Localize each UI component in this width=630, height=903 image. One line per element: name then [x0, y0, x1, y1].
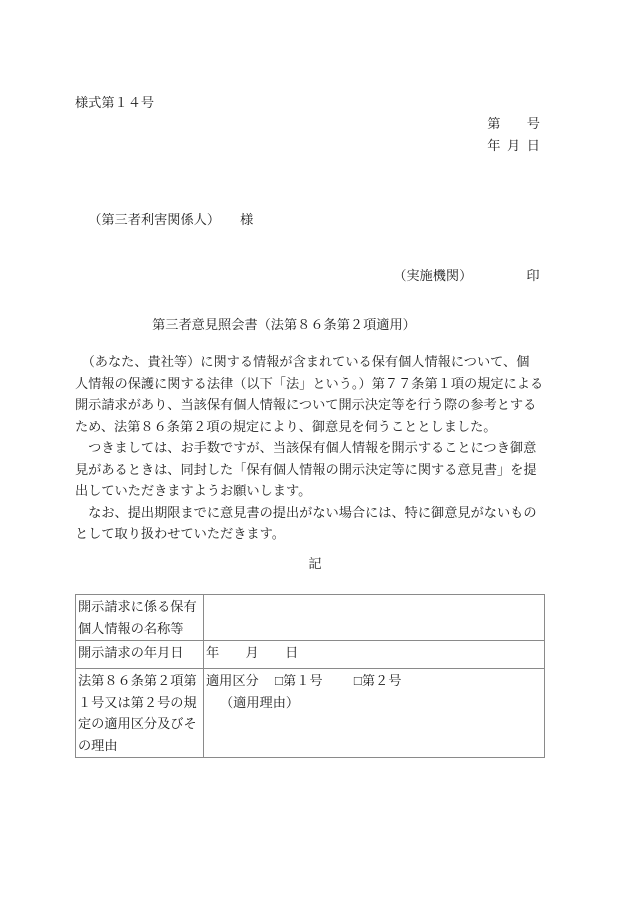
document-title: 第三者意見照会書（法第８６条第２項適用）: [152, 317, 416, 332]
table-row: [76, 641, 545, 669]
body-line: として取り扱わせていただきます。: [75, 526, 285, 541]
checkbox-icon: □: [275, 673, 284, 688]
checkbox-item-no1[interactable]: [275, 673, 323, 688]
table-label-application-category: 法第８６条第２項第１号又は第２号の規定の適用区分及びその理由: [76, 669, 204, 758]
application-reason-label: （適用理由）: [220, 694, 300, 710]
section-marker-ki: 記: [308, 556, 322, 571]
table-value-request-date[interactable]: 年 月 日: [204, 641, 545, 669]
checkbox-no2-label: 第２号: [361, 673, 402, 688]
checkbox-no1-label: 第１号: [283, 673, 323, 688]
application-category-line: [206, 670, 542, 692]
body-line: 人情報の保護に関する法律（以下「法」という。）第７７条第１項の規定による: [75, 375, 544, 391]
body-line: ため、法第８６条第２項の規定により、御意見を伺うこととしました。: [75, 418, 497, 434]
body-line: 開示請求があり、当該保有個人情報について開示決定等を行う際の参考とする: [75, 397, 537, 412]
application-category-label: 適用区分: [206, 673, 259, 688]
seal-mark: 印: [526, 268, 540, 284]
table-value-holdings-name-blank[interactable]: [204, 595, 545, 641]
form-number: 様式第１４号: [75, 95, 155, 110]
checkbox-icon: □: [353, 673, 362, 688]
body-line: なお、提出期限までに意見書の提出がない場合には、特に御意見がないもの: [75, 504, 537, 520]
addressee-label: （第三者利害関係人）: [88, 212, 221, 228]
document-number-line: 第 号: [487, 116, 540, 131]
body-line: （あなた、貴社等）に関する情報が含まれている保有個人情報について、個: [75, 354, 530, 369]
table-label-holdings-name: 開示請求に係る保有個人情報の名称等: [76, 595, 204, 641]
request-details-table: [75, 594, 545, 758]
body-text: [75, 351, 575, 545]
checkbox-item-no2[interactable]: [354, 673, 402, 688]
table-row: [76, 595, 545, 641]
body-line: つきましては、お手数ですが、当該保有個人情報を開示することにつき御意: [75, 440, 537, 455]
table-label-request-date: 開示請求の年月日: [76, 641, 204, 669]
issuer-label: （実施機関）: [393, 268, 473, 284]
table-value-application-category: [204, 669, 545, 758]
addressee-line: [75, 197, 253, 243]
issuer-line: [380, 253, 540, 299]
date-line: 年 月 日: [487, 138, 540, 153]
body-line: 見があるときは、同封した「保有個人情報の開示決定等に関する意見書」を提: [75, 461, 537, 477]
body-line: 出していただきますようお願いします。: [75, 483, 312, 498]
table-row: [76, 669, 545, 758]
addressee-honorific: 様: [240, 212, 254, 228]
